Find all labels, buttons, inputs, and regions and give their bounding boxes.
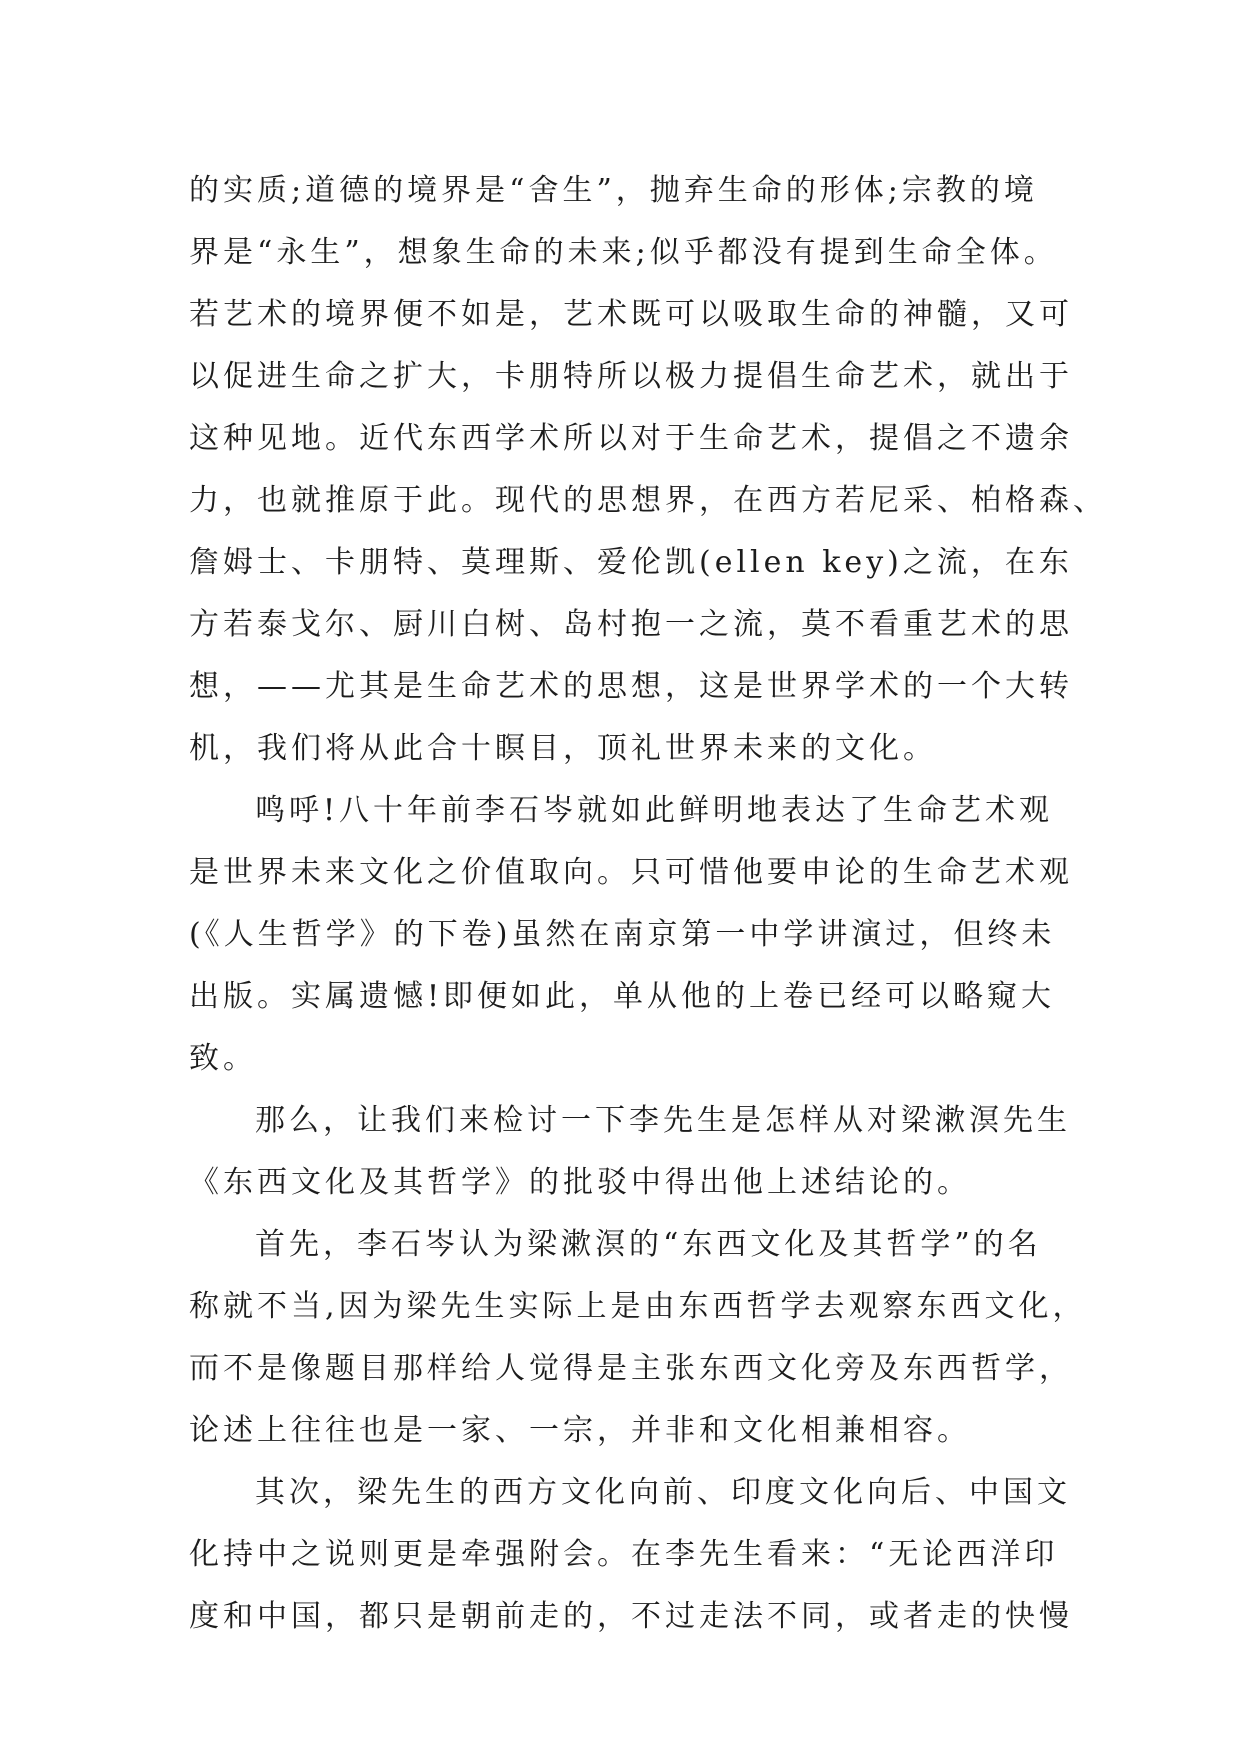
text-line: 界是“永生”，想象生命的未来;似乎都没有提到生命全体。	[189, 235, 1058, 270]
text-line: 方若泰戈尔、厨川白树、岛村抱一之流，莫不看重艺术的思	[189, 607, 1073, 642]
text-line: 化持中之说则更是牵强附会。在李先生看来：“无论西洋印	[189, 1537, 1059, 1572]
text-line: 《东西文化及其哲学》的批驳中得出他上述结论的。	[189, 1165, 971, 1200]
paragraph-first-line: 鸣呼!八十年前李石岑就如此鲜明地表达了生命艺术观	[255, 793, 1054, 828]
paragraph-first-line: 首先，李石岑认为梁漱溟的“东西文化及其哲学”的名	[255, 1227, 1042, 1262]
text-line: 称就不当,因为梁先生实际上是由东西哲学去观察东西文化，	[189, 1289, 1087, 1324]
paragraph-first-line: 其次，梁先生的西方文化向前、印度文化向后、中国文	[255, 1475, 1071, 1510]
paragraph-first-line: 那么，让我们来检讨一下李先生是怎样从对梁漱溟先生	[255, 1103, 1071, 1138]
text-line: 这种见地。近代东西学术所以对于生命艺术，提倡之不遗余	[189, 421, 1073, 456]
text-line: 论述上往往也是一家、一宗，并非和文化相兼相容。	[189, 1413, 971, 1448]
text-line: 以促进生命之扩大，卡朋特所以极力提倡生命艺术，就出于	[189, 359, 1073, 394]
text-line: 若艺术的境界便不如是，艺术既可以吸取生命的神髓，又可	[189, 297, 1073, 332]
text-line: 是世界未来文化之价值取向。只可惜他要申论的生命艺术观	[189, 855, 1073, 890]
text-line: (《人生哲学》的下卷)虽然在南京第一中学讲演过，但终未	[189, 917, 1056, 952]
body-text	[189, 160, 1107, 1648]
text-line: 出版。实属遗憾!即便如此，单从他的上卷已经可以略窥大	[189, 979, 1056, 1014]
text-line: 度和中国，都只是朝前走的，不过走法不同，或者走的快慢	[189, 1599, 1073, 1634]
text-line: 致。	[189, 1041, 257, 1076]
text-line: 而不是像题目那样给人觉得是主张东西文化旁及东西哲学，	[189, 1351, 1073, 1386]
text-line: 的实质;道德的境界是“舍生”，抛弃生命的形体;宗教的境	[189, 173, 1038, 208]
text-line: 想，——尤其是生命艺术的思想，这是世界学术的一个大转	[189, 669, 1073, 704]
text-line: 力，也就推原于此。现代的思想界，在西方若尼采、柏格森、	[189, 483, 1107, 518]
text-line: 詹姆士、卡朋特、莫理斯、爱伦凯(ellen key)之流，在东	[189, 545, 1073, 580]
text-line: 机，我们将从此合十瞑目，顶礼世界未来的文化。	[189, 731, 937, 766]
